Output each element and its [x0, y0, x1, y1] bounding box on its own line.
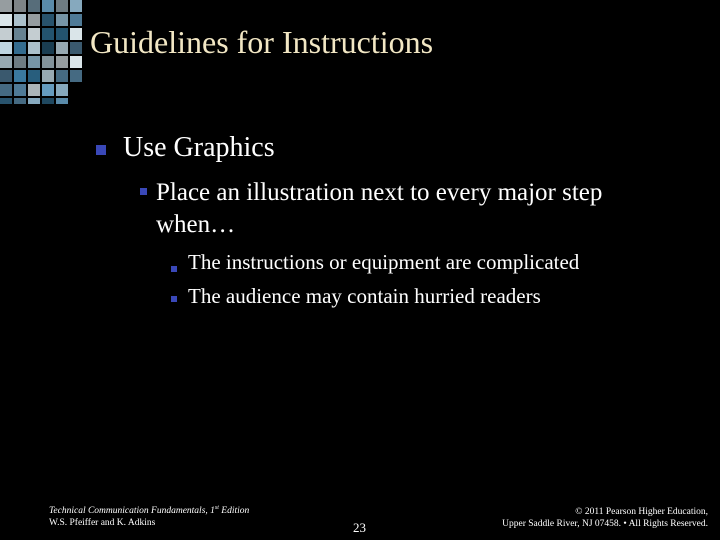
- mosaic-tile: [14, 56, 26, 68]
- page-number: 23: [353, 520, 366, 535]
- sub-bullet-hurried-readers: The audience may contain hurried readers: [188, 284, 541, 308]
- mosaic-tile: [14, 14, 26, 26]
- mosaic-tile: [0, 70, 12, 82]
- footer-authors: W.S. Pfeiffer and K. Adkins: [49, 518, 156, 529]
- mosaic-tile: [56, 84, 68, 96]
- mosaic-tile: [14, 70, 26, 82]
- mosaic-tile: [28, 42, 40, 54]
- bullet-square-icon: [171, 266, 177, 272]
- mosaic-tile: [56, 28, 68, 40]
- mosaic-tile: [70, 70, 82, 82]
- mosaic-tile: [28, 70, 40, 82]
- mosaic-tile: [14, 42, 26, 54]
- mosaic-tile: [42, 70, 54, 82]
- bullet-use-graphics: Use Graphics: [123, 132, 275, 163]
- mosaic-tile: [28, 98, 40, 104]
- mosaic-tile: [70, 0, 82, 12]
- mosaic-tile: [56, 56, 68, 68]
- slide-title: Guidelines for Instructions: [90, 24, 434, 60]
- mosaic-tile: [56, 42, 68, 54]
- bullet-square-icon: [96, 145, 106, 155]
- mosaic-tile: [70, 42, 82, 54]
- mosaic-tile: [56, 98, 68, 104]
- mosaic-tile: [28, 14, 40, 26]
- mosaic-tile: [42, 42, 54, 54]
- mosaic-tile: [0, 56, 12, 68]
- mosaic-tile: [14, 28, 26, 40]
- mosaic-tile: [28, 0, 40, 12]
- mosaic-tile: [70, 56, 82, 68]
- sub-bullet-complicated: The instructions or equipment are complicated: [188, 250, 580, 274]
- mosaic-tile: [42, 98, 54, 104]
- mosaic-tile: [0, 28, 12, 40]
- mosaic-tile: [70, 28, 82, 40]
- mosaic-tile: [0, 42, 12, 54]
- mosaic-tile: [0, 84, 12, 96]
- mosaic-tile: [56, 0, 68, 12]
- copyright-line-1: © 2011 Pearson Higher Education,: [575, 507, 708, 517]
- footer-copyright: [502, 506, 708, 530]
- mosaic-tile: [14, 98, 26, 104]
- mosaic-tile: [0, 14, 12, 26]
- bullet-square-icon: [140, 188, 147, 195]
- mosaic-tile: [56, 14, 68, 26]
- mosaic-tile: [70, 14, 82, 26]
- mosaic-tile: [42, 56, 54, 68]
- mosaic-tile: [14, 0, 26, 12]
- mosaic-tile: [42, 14, 54, 26]
- mosaic-tile: [42, 84, 54, 96]
- bullet-square-icon: [171, 296, 177, 302]
- decorative-mosaic: [0, 0, 84, 104]
- mosaic-tile: [14, 84, 26, 96]
- mosaic-tile: [56, 70, 68, 82]
- bullet-place-illustration: Place an illustration next to every major step when…: [156, 179, 603, 238]
- mosaic-tile: [28, 84, 40, 96]
- footer-book-title: Technical Communication Fundamentals, 1st Edition: [49, 505, 250, 517]
- copyright-line-2: Upper Saddle River, NJ 07458. • All Rights Reserved.: [502, 519, 708, 529]
- footer-book-info: [49, 502, 249, 529]
- mosaic-tile: [28, 56, 40, 68]
- mosaic-tile: [42, 0, 54, 12]
- mosaic-tile: [0, 0, 12, 12]
- mosaic-tile: [28, 28, 40, 40]
- mosaic-tile: [0, 98, 12, 104]
- mosaic-tile: [42, 28, 54, 40]
